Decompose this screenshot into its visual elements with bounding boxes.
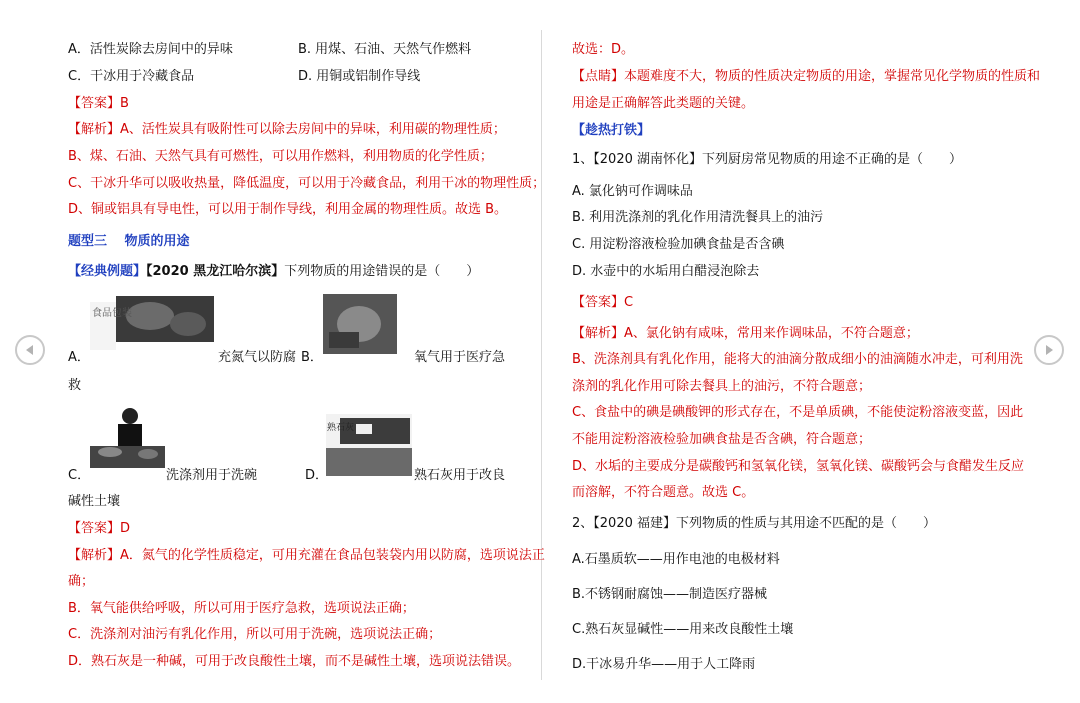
option-a-label: A． <box>68 350 90 365</box>
slaked-lime-soil-image <box>326 414 412 476</box>
q1-option: D. 水壶中的水垢用白醋浸泡除去 <box>572 264 760 279</box>
option-b-text: 氧气用于医疗急 <box>414 350 506 365</box>
analysis-line: 【解析】A、氯化钠有咸味，常用来作调味品，不符合题意； <box>572 326 919 341</box>
question-2 <box>572 516 936 532</box>
practice-title: 【趁热打铁】 <box>572 123 651 138</box>
option-b-label: B． <box>301 350 323 365</box>
answer-label: 【答案】C <box>572 295 634 310</box>
question-text: 下列厨房常见物质的用途不正确的是（ ） <box>702 152 963 167</box>
q2-option: A.石墨质软——用作电池的电极材料 <box>572 552 780 567</box>
option-c-label: C． <box>68 468 91 483</box>
prev-option-b: B. 用煤、石油、天然气作燃料 <box>298 42 472 57</box>
analysis-line: D、铜或铝具有导电性，可以用于制作导线，利用金属的物理性质。故选 B。 <box>68 202 508 217</box>
washing-dishes-image <box>90 406 165 472</box>
oxygen-medical-image <box>323 294 397 354</box>
q1-option: C. 用淀粉溶液检验加碘食盐是否含碘 <box>572 237 785 252</box>
analysis-line: D．熟石灰是一种碱，可用于改良酸性土壤，而不是碱性土壤，选项说法错误。 <box>68 654 521 669</box>
q1-option: A. 氯化钠可作调味品 <box>572 184 693 199</box>
example-source: 【2020 黑龙江哈尔滨】 <box>146 264 285 279</box>
option-b-text-cont: 救 <box>68 378 82 393</box>
section-title: 题型三 物质的用途 <box>68 234 190 249</box>
option-d-text-cont: 碱性土壤 <box>68 494 121 509</box>
analysis-line: D、水垢的主要成分是碳酸钙和氢氧化镁，氢氧化镁、碳酸钙会与食醋发生反应 <box>572 459 1025 474</box>
option-c-text: 洗涤剂用于洗碗 <box>166 468 258 483</box>
q2-option: C.熟石灰显碱性——用来改良酸性土壤 <box>572 622 794 637</box>
analysis-line: 不能用淀粉溶液检验加碘食盐是否含碘，符合题意； <box>572 432 872 447</box>
analysis-line: 【解析】A．氮气的化学性质稳定，可用充灌在食品包装袋内用以防腐，选项说法正 <box>68 548 545 563</box>
next-page-button[interactable] <box>1034 335 1064 365</box>
example-tag: 【经典例题】 <box>68 264 147 279</box>
analysis-line: B、煤、石油、天然气具有可燃性，可以用作燃料，利用物质的化学性质； <box>68 149 493 164</box>
question-1 <box>572 152 962 168</box>
prev-options-row-1 <box>68 42 472 58</box>
image-caption: 食品包装 <box>92 308 132 319</box>
answer-label: 【答案】D <box>68 521 131 536</box>
prev-option-a: A．活性炭除去房间中的异味 <box>68 42 233 57</box>
prev-option-c: C．干冰用于冷藏食品 <box>68 69 195 84</box>
analysis-line: 涤剂的乳化作用可除去餐具上的油污，不符合题意； <box>572 379 872 394</box>
question-text: 下列物质的性质与其用途不匹配的是（ ） <box>676 516 937 531</box>
choose-answer: 故选：D。 <box>572 42 635 57</box>
column-divider <box>541 30 542 680</box>
analysis-line: B．氧气能供给呼吸，所以可用于医疗急救，选项说法正确； <box>68 601 415 616</box>
example-question-text: 下列物质的用途错误的是（ ） <box>284 264 480 279</box>
analysis-line: 【解析】A、活性炭具有吸附性可以除去房间中的异味，利用碳的物理性质； <box>68 122 506 137</box>
q2-option: B.不锈钢耐腐蚀——制造医疗器械 <box>572 587 768 602</box>
q2-option: D.干冰易升华——用于人工降雨 <box>572 657 756 672</box>
prev-options-row-2 <box>68 69 421 85</box>
example-question <box>68 264 479 280</box>
analysis-line: C．洗涤剂对油污有乳化作用，所以可用于洗碗，选项说法正确； <box>68 627 442 642</box>
prev-option-d: D. 用铜或铝制作导线 <box>298 69 421 84</box>
chevron-left-icon <box>23 343 37 357</box>
question-number: 2、 <box>572 516 594 531</box>
hint-line: 【点睛】本题难度不大，物质的性质决定物质的用途，掌握常见化学物质的性质和 <box>572 69 1041 84</box>
image-caption: 熟石灰 <box>327 423 355 433</box>
analysis-line: C、干冰升华可以吸收热量，降低温度，可以用于冷藏食品，利用干冰的物理性质； <box>68 176 546 191</box>
option-d-text: 熟石灰用于改良 <box>414 468 506 483</box>
option-a-row <box>68 350 90 366</box>
question-source: 【2020 福建】 <box>593 516 676 531</box>
analysis-line: B、洗涤剂具有乳化作用，能将大的油滴分散成细小的油滴随水冲走，可利用洗 <box>572 352 1023 367</box>
chevron-right-icon <box>1042 343 1056 357</box>
analysis-line: 确； <box>68 574 95 589</box>
answer-label: 【答案】B <box>68 96 129 111</box>
hint-line: 用途是正确解答此类题的关键。 <box>572 96 755 111</box>
question-number: 1、 <box>572 152 594 167</box>
question-source: 【2020 湖南怀化】 <box>593 152 702 167</box>
option-a-text: 充氮气以防腐 <box>218 350 297 365</box>
food-package-image <box>90 294 215 356</box>
analysis-line: C、食盐中的碘是碘酸钾的形式存在，不是单质碘，不能使淀粉溶液变蓝，因此 <box>572 405 1024 420</box>
analysis-line: 而溶解，不符合题意。故选 C。 <box>572 485 755 500</box>
q1-option: B. 利用洗涤剂的乳化作用清洗餐具上的油污 <box>572 210 824 225</box>
option-d-label: D． <box>305 468 329 483</box>
previous-page-button[interactable] <box>15 335 45 365</box>
